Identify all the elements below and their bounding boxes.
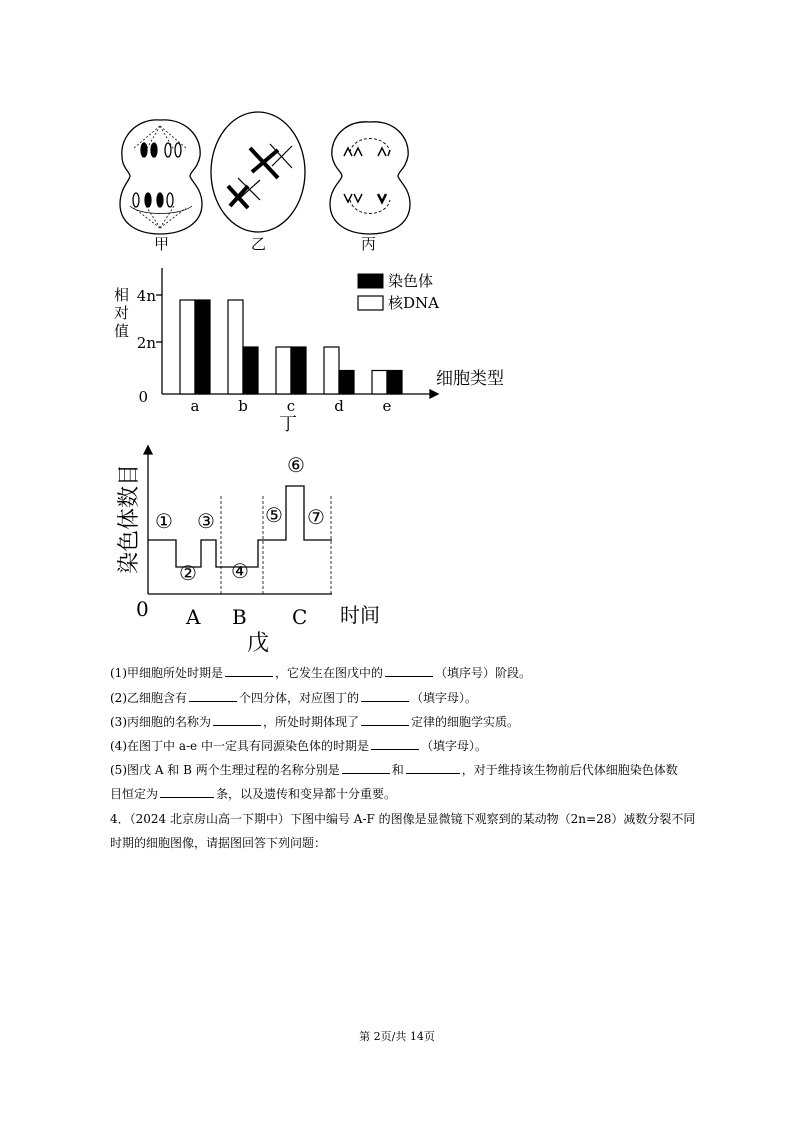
q3-text-b: ，所处时期体现了 [263, 715, 360, 729]
ding-bar-chromosome-b [243, 347, 258, 394]
q3-blank-2[interactable] [361, 715, 409, 726]
ding-category-e: e [382, 397, 392, 415]
wu-xlabel: 时间 [340, 603, 380, 627]
q4-blank-1[interactable] [371, 739, 419, 750]
question-1 [110, 664, 531, 681]
q3-text-a: (3)丙细胞的名称为 [110, 715, 211, 729]
ding-legend-chromosome: 染色体 [388, 272, 434, 290]
q2-text-c: （填字母）。 [411, 691, 478, 705]
ding-bar-chromosome-e [387, 371, 402, 395]
cell-figures [110, 108, 430, 243]
cell-jia-figure [120, 120, 202, 234]
q3-text-c: 定律的细胞学实质。 [411, 715, 520, 729]
problem-4-line-1: 4．（2024 北京房山高一下期中）下图中编号 A-F 的图像是显微镜下观察到的某动物（2n=28）减数分裂不同 [110, 812, 696, 826]
wu-stage-label-1: ① [155, 509, 173, 533]
ding-category-b: b [238, 397, 248, 415]
wu-title: 戊 [246, 631, 270, 656]
wu-series-line [148, 486, 332, 567]
ding-ylabel-char-2: 对 [114, 304, 130, 322]
wu-ylabel: 染色体数目 [117, 463, 142, 574]
q5-blank-2[interactable] [406, 763, 460, 774]
cell-yi-figure [211, 112, 305, 232]
q5b-text-b: 条，以及遗传和变异都十分重要。 [216, 787, 397, 801]
wu-y-arrow [144, 446, 152, 454]
ding-ylabel-char-3: 值 [114, 322, 130, 340]
chart-ding [100, 262, 510, 442]
q1-blank-2[interactable] [385, 666, 433, 677]
cell-label-yi: 乙 [251, 235, 267, 253]
cell-label-jia: 甲 [154, 235, 170, 253]
cell-bing-figure [330, 122, 410, 234]
ding-ytick-2n: 2n [136, 334, 156, 352]
q5-text-a: (5)图戊 A 和 B 两个生理过程的名称分别是 [110, 763, 340, 777]
ding-xlabel: 细胞类型 [436, 369, 504, 389]
ding-legend-dna: 核DNA [388, 294, 439, 312]
wu-origin: 0 [136, 597, 149, 621]
q5-text-b: 和 [391, 763, 404, 777]
wu-phase-a: A [186, 605, 201, 629]
wu-stage-label-5: ⑤ [265, 503, 283, 527]
ding-x-arrow [430, 390, 438, 398]
ding-bar-dna-d [324, 347, 339, 394]
wu-stage-label-6: ⑥ [287, 453, 305, 477]
ding-category-c: c [286, 397, 296, 415]
wu-stage-label-2: ② [179, 561, 197, 585]
wu-stage-label-4: ④ [231, 559, 249, 583]
page-footer: 第 2页/共 14页 [359, 1030, 435, 1043]
q1-text-c: （填序号）阶段。 [435, 666, 532, 680]
q5b-blank-1[interactable] [160, 787, 214, 798]
ding-bar-dna-e [372, 371, 387, 395]
ding-ylabel-char-1: 相 [114, 286, 130, 304]
q2-text-b: 个四分体，对应图丁的 [239, 691, 360, 705]
q5-text-c: ，对于维持该生物前后代体细胞染色体数 [461, 763, 678, 777]
wu-stage-label-7: ⑦ [307, 505, 325, 529]
q2-text-a: (2)乙细胞含有 [110, 691, 187, 705]
q5-blank-1[interactable] [342, 763, 390, 774]
problem-4-line-2: 时期的细胞图像，请据图回答下列问题： [110, 836, 327, 850]
ding-bar-dna-c [276, 347, 291, 394]
question-5-cont [110, 785, 396, 802]
ding-bar-chromosome-a [195, 300, 210, 394]
ding-legend-swatch-dna [358, 296, 383, 310]
question-3 [110, 713, 519, 730]
q5b-text-a: 目恒定为 [110, 787, 159, 801]
q1-text-b: ，它发生在图戊中的 [275, 666, 384, 680]
chart-wu [100, 440, 400, 660]
q1-text-a: (1)甲细胞所处时期是 [110, 666, 223, 680]
ding-bar-dna-b [228, 300, 243, 394]
ding-bar-chromosome-d [339, 371, 354, 395]
ding-ytick-4n: 4n [136, 287, 156, 305]
ding-legend-swatch-chromosome [358, 274, 383, 288]
question-2 [110, 689, 477, 706]
ding-bar-dna-a [180, 300, 195, 394]
question-4 [110, 737, 487, 754]
q4-text-b: （填字母）。 [420, 739, 487, 753]
q2-blank-2[interactable] [361, 691, 409, 702]
q2-blank-1[interactable] [189, 691, 237, 702]
q1-blank-1[interactable] [225, 666, 273, 677]
question-5 [110, 761, 678, 778]
ding-category-d: d [334, 397, 344, 415]
wu-phase-b: B [232, 605, 247, 629]
wu-stage-label-3: ③ [197, 509, 215, 533]
ding-category-a: a [190, 397, 200, 415]
q4-text-a: (4)在图丁中 a-e 中一定具有同源染色体的时期是 [110, 739, 369, 753]
cell-label-bing: 丙 [361, 235, 377, 253]
wu-phase-c: C [292, 605, 308, 629]
ding-ytick-0: 0 [138, 388, 148, 406]
q3-blank-1[interactable] [213, 715, 261, 726]
ding-bar-chromosome-c [291, 347, 306, 394]
ding-title: 丁 [279, 414, 297, 435]
